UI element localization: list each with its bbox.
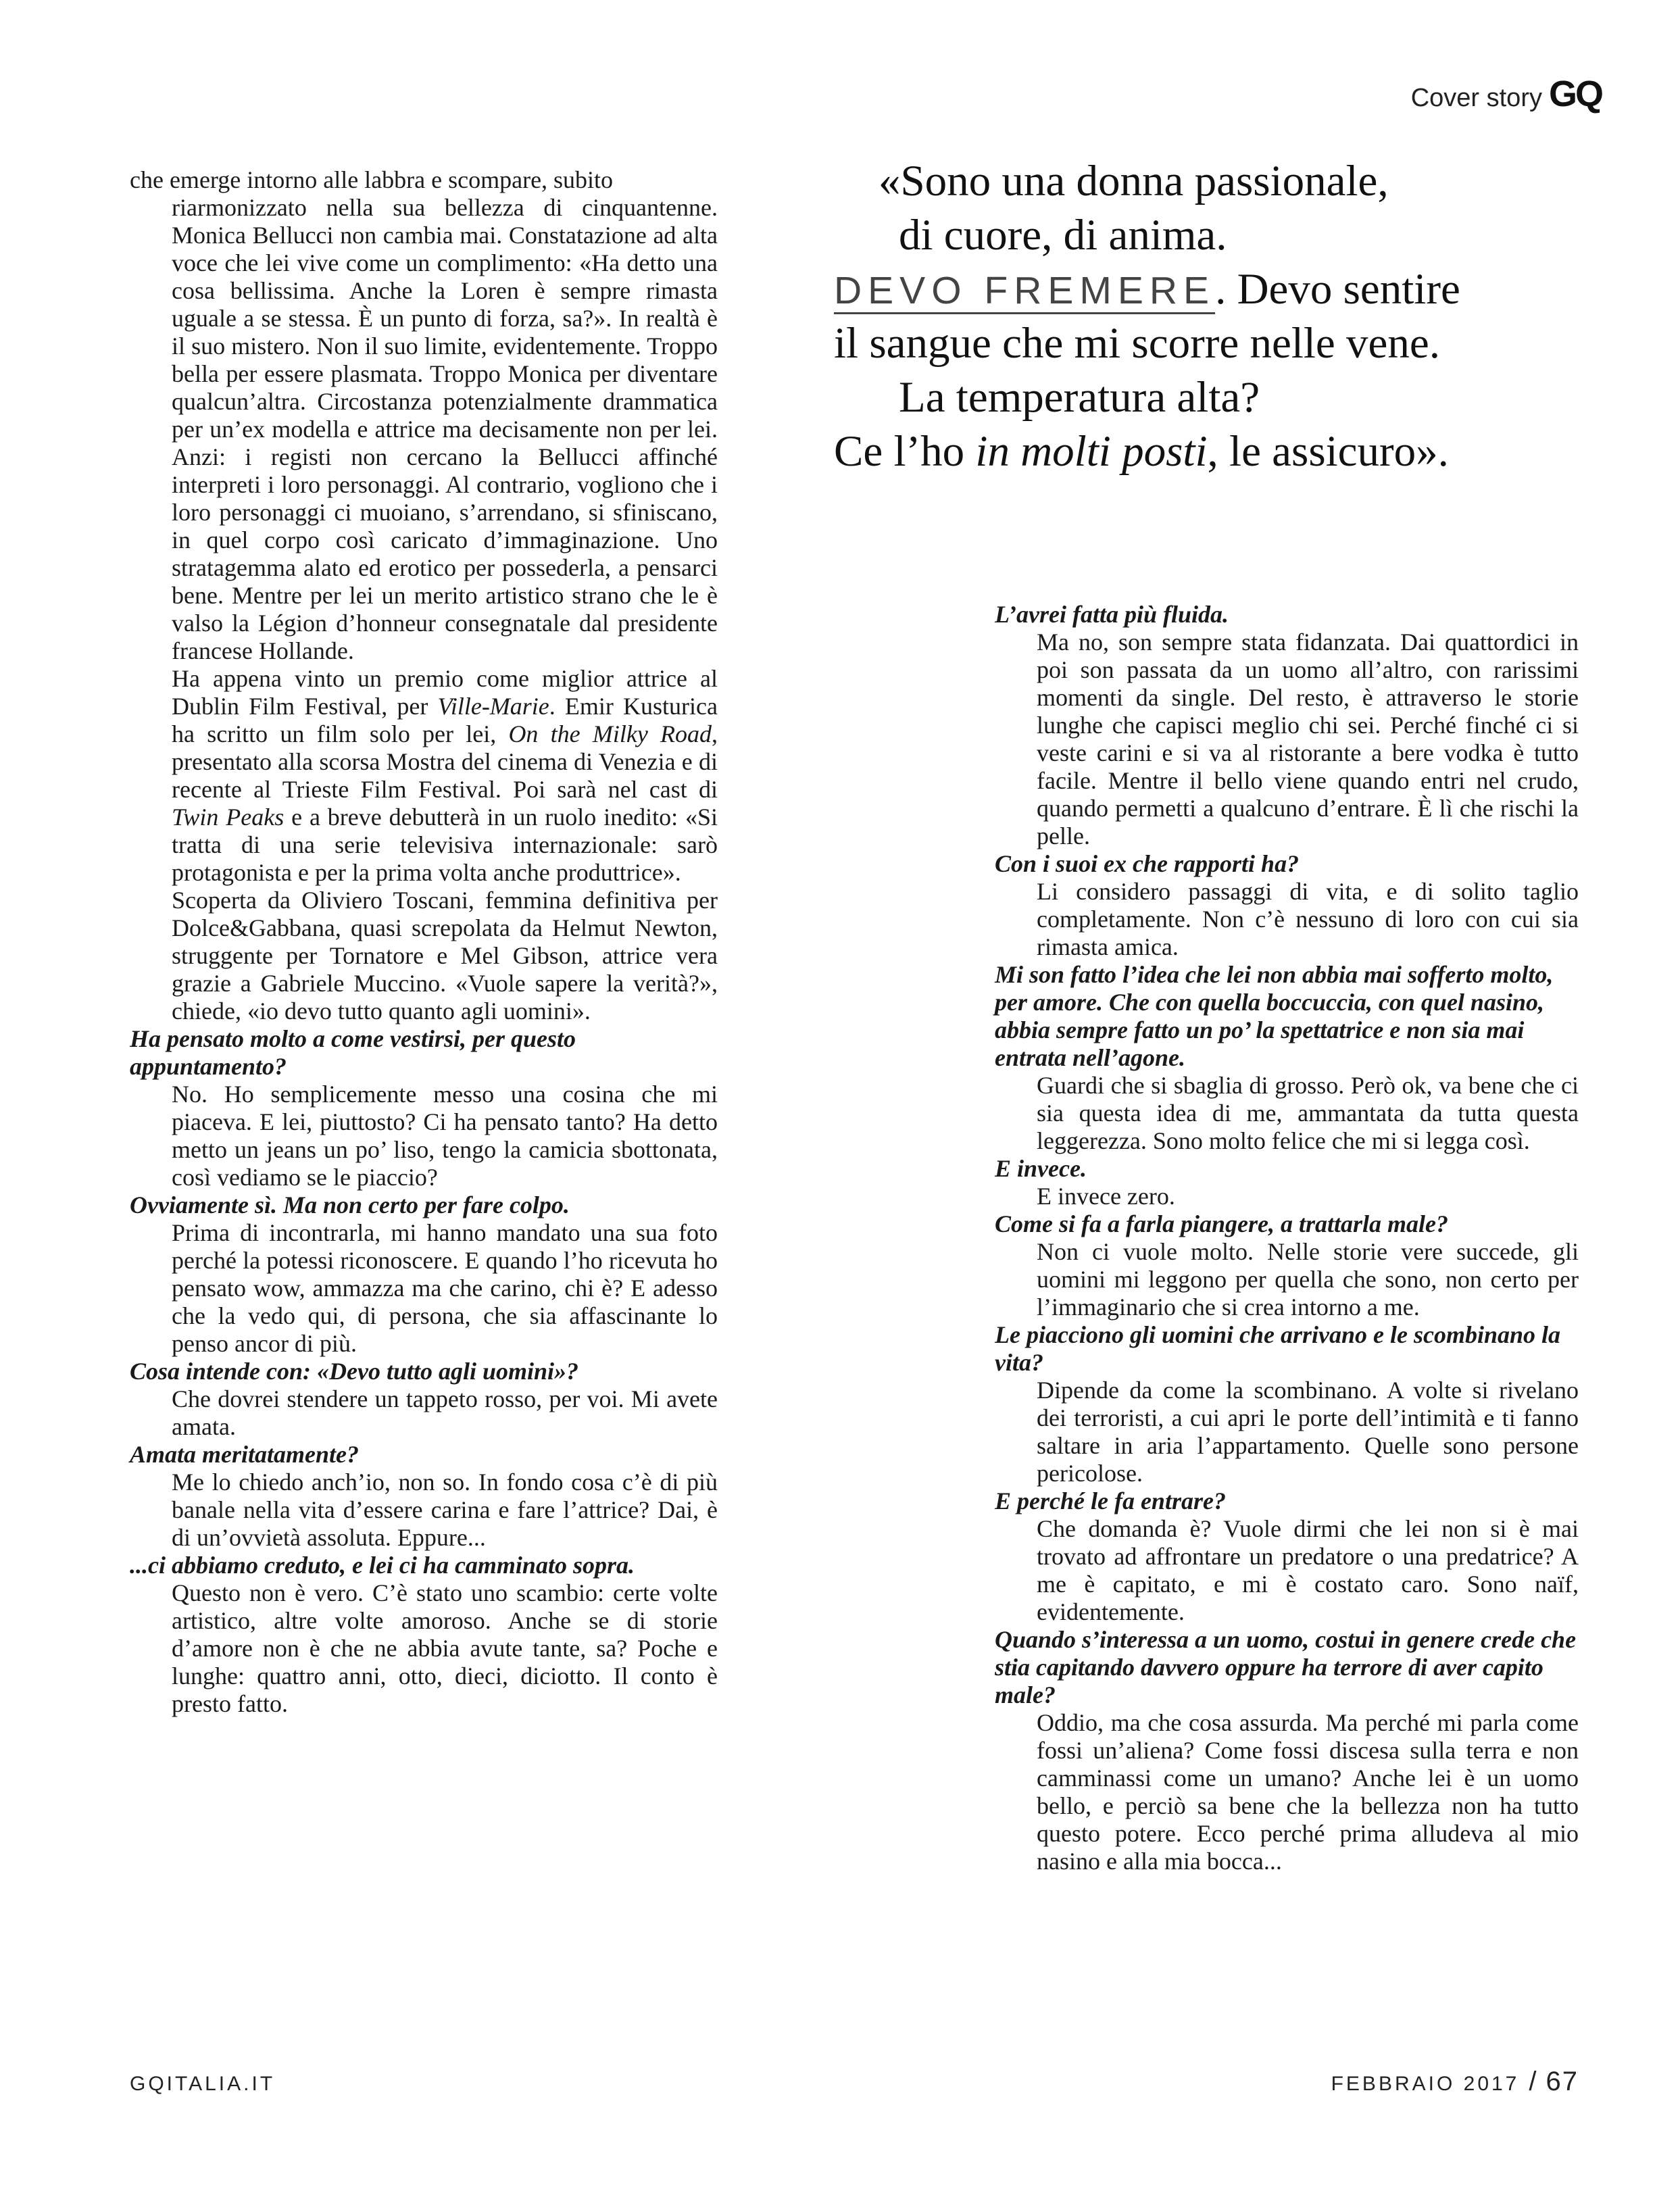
interview-answer: E invece zero.	[1037, 1183, 1175, 1210]
page-header	[1411, 73, 1602, 115]
section-label: Cover story	[1410, 84, 1542, 112]
career-text: Ha appena vinto un premio come miglior attrice al Dublin Film Festival, per	[172, 665, 718, 720]
interview-question: Le piacciono gli uomini che arrivano e le scombinano la vita?	[995, 1321, 1560, 1376]
interview-question: Quando s’interessa a un uomo, costui in genere crede che stia capitando davvero oppure ha terrore di aver capito male?	[995, 1626, 1577, 1708]
pull-quote-text: . Devo sentire	[1215, 265, 1460, 314]
interview-answer: Non ci vuole molto. Nelle storie vere succede, gli uomini mi leggono per quella che sono, non certo per l’immaginario che si crea intorno a me.	[1037, 1238, 1579, 1321]
interview-question: Cosa intende con: «Devo tutto agli uomini»?	[130, 1358, 579, 1385]
intro-paragraph	[130, 166, 718, 194]
right-column	[995, 601, 1579, 1875]
interview-question: Mi son fatto l’idea che lei non abbia mai sofferto molto, per amore. Che con quella boccuccia, con quel nasino, abbia sempre fatto un po’ la spettatrice e non sia mai entrata nell’agone.	[995, 961, 1554, 1071]
folio-separator: /	[1529, 2067, 1537, 2096]
interview-answer: Ma no, son sempre stata fidanzata. Dai quattordici in poi son passata da un uomo all’altro, con rarissimi momenti da single. Del resto, è attraverso le storie lunghe che capisci meglio chi sei. Perché finché ci si veste carini e si va al ristorante a bere vodka è tutto facile. Mentre il bello viene quando entri nel crudo, quando permetti a qualcuno d’entrare. È lì che rischi la pelle.	[1037, 628, 1579, 849]
film-title-milky-road: On the Milky Road	[508, 720, 712, 747]
page-number: 67	[1546, 2067, 1579, 2096]
intro-first-line: che emerge intorno alle labbra e scompare, subito	[130, 166, 614, 193]
pull-quote-line	[834, 424, 1543, 478]
left-column	[130, 166, 718, 1718]
interview-question: ...ci abbiamo creduto, e lei ci ha camminato sopra.	[130, 1552, 635, 1579]
interview-question: Ovviamente sì. Ma non certo per fare colpo.	[130, 1191, 570, 1218]
pull-quote-italic: in molti posti	[975, 427, 1208, 476]
career-text: , presentato alla scorsa Mostra del cinema di Venezia e di recente al Trieste Film Festival. Poi sarà nel cast di	[172, 720, 718, 803]
interview-answer: Guardi che si sbaglia di grosso. Però ok, va bene che ci sia questa idea di me, ammantata da tutta questa leggerezza. Sono molto felice che mi si legga così.	[1037, 1072, 1579, 1154]
interview-question: Come si fa a farla piangere, a trattarla male?	[995, 1210, 1448, 1237]
interview-answer: Oddio, ma che cosa assurda. Ma perché mi parla come fossi un’aliena? Come fossi discesa sulla terra e non camminassi come un umano? Anche lei è un uomo bello, e perciò sa bene che la bellezza non ha tutto questo potere. Ecco perché prima alludeva al mio nasino e alla mia bocca...	[1037, 1709, 1579, 1875]
career-paragraph	[172, 665, 718, 887]
discovery-paragraph: Scoperta da Oliviero Toscani, femmina definitiva per Dolce&Gabbana, quasi screpolata da Helmut Newton, struggente per Tornatore e Mel Gibson, attrice vera grazie a Gabriele Muccino. «Vuole sapere la verità?», chiede, «io devo tutto quanto agli uomini».	[172, 887, 718, 1025]
interview-answer: Che dovrei stendere un tappeto rosso, per voi. Mi avete amata.	[172, 1385, 718, 1440]
career-text: . Emir Kusturica ha scritto un film solo per lei,	[172, 693, 718, 747]
interview-question: L’avrei fatta più fluida.	[995, 601, 1229, 628]
interview-question: Con i suoi ex che rapporti ha?	[995, 850, 1300, 877]
pull-quote-line	[834, 262, 1543, 316]
pull-quote-line: «Sono una donna passionale,	[879, 157, 1389, 205]
interview-answer: Li considero passaggi di vita, e di solito taglio completamente. Non c’è nessuno di loro con cui sia rimasta amica.	[1037, 878, 1579, 960]
interview-answer: Dipende da come la scombinano. A volte si rivelano dei terroristi, a cui apri le porte dell’intimità e ti fanno saltare in aria l’appartamento. Quelle sono persone pericolose.	[1037, 1377, 1579, 1487]
interview-answer: No. Ho semplicemente messo una cosina che mi piaceva. E lei, piuttosto? Ci ha pensato tanto? Ha detto metto un jeans un po’ liso, tengo la camicia sbottonata, così vediamo se le piaccio?	[172, 1081, 718, 1191]
pull-quote-line: il sangue che mi scorre nelle vene.	[834, 319, 1440, 368]
career-text: e a breve debutterà in un ruolo inedito: «Si tratta di una serie televisiva internazionale: sarò protagonista e per la prima volta anche produttrice».	[172, 804, 718, 886]
pull-quote-line: di cuore, di anima.	[899, 211, 1227, 260]
interview-answer: Questo non è vero. C’è stato uno scambio: certe volte artistico, altre volte amoroso. Anche se di storie d’amore non è che ne abbia avute tante, sa? Poche e lunghe: quattro anni, otto, dieci, diciotto. Il conto è presto fatto.	[172, 1579, 718, 1717]
pull-quote-text: Ce l’ho	[834, 427, 976, 476]
interview-answer: Che domanda è? Vuole dirmi che lei non si è mai trovato ad affrontare un predatore o una predatrice? A me è capitato, e mi è costato caro. Sono naïf, evidentemente.	[1037, 1515, 1579, 1625]
intro-paragraph-body: riarmonizzato nella sua bellezza di cinquantenne. Monica Bellucci non cambia mai. Constatazione ad alta voce che lei vive come un complimento: «Ha detto una cosa bellissima. Anche la Loren è sempre rimasta uguale a se stessa. È un punto di forza, sa?». In realtà è il suo mistero. Non il suo limite, evidentemente. Troppo bella per essere plasmata. Troppo Monica per diventare qualcun’altra. Circostanza potenzialmente drammatica per un’ex modella e attrice ma decisamente non per lei. Anzi: i registi non cercano la Bellucci affinché interpreti i loro personaggi. Al contrario, vogliono che i loro personaggi ci muoiano, s’arrendano, si sfiniscano, in quel corpo così caricato d’immaginazione. Uno stratagemma alato ed erotico per possederla, a pensarci bene. Mentre per lei un merito artistico strano che le è valso la Légion d’honneur consegnatale dal presidente francese Hollande.	[172, 194, 718, 664]
interview-question: E invece.	[995, 1155, 1087, 1182]
issue-date: FEBBRAIO 2017	[1331, 2073, 1520, 2095]
interview-question: Amata meritatamente?	[130, 1441, 359, 1468]
film-title-ville-marie: Ville-Marie	[437, 693, 549, 720]
footer-site: GQITALIA.IT	[130, 2073, 276, 2095]
interview-answer: Me lo chiedo anch’io, non so. In fondo cosa c’è di più banale nella vita d’essere carina e fare l’attrice? Dai, è di un’ovvietà assoluta. Eppure...	[172, 1469, 718, 1551]
interview-answer: Prima di incontrarla, mi hanno mandato una sua foto perché la potessi riconoscere. E quando l’ho ricevuta ho pensato wow, ammazza ma che carino, chi è? E adesso che la vedo qui, di persona, che sia affascinante lo penso ancor di più.	[172, 1219, 718, 1357]
pull-quote	[834, 154, 1543, 478]
interview-question: E perché le fa entrare?	[995, 1487, 1226, 1514]
pull-quote-emphasis: DEVO FREMERE	[834, 269, 1215, 314]
series-title-twin-peaks: Twin Peaks	[172, 804, 285, 831]
gq-logo: GQ	[1548, 74, 1602, 114]
footer-folio	[1331, 2067, 1579, 2097]
pull-quote-line: La temperatura alta?	[899, 373, 1260, 422]
pull-quote-text: , le assicuro».	[1207, 427, 1449, 476]
interview-question: Ha pensato molto a come vestirsi, per questo appuntamento?	[130, 1025, 576, 1080]
